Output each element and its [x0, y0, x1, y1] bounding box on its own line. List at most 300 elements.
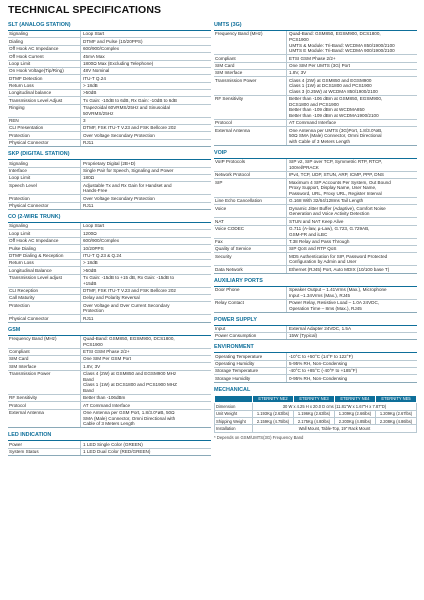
section-title: VOIP	[214, 149, 227, 156]
spec-value-line: Better than -106 dBm at GSM850, EGSM900,	[289, 96, 383, 102]
spec-value-line: 1 LED Dual Color (RED/GREEN)	[83, 449, 151, 455]
spec-row	[214, 171, 417, 178]
spec-row	[214, 225, 417, 238]
spec-key: Transmission Power	[8, 370, 81, 394]
spec-value-line: 15W (Typical)	[289, 333, 318, 339]
spec-value-line: 1200Ω	[83, 230, 97, 236]
spec-key: Physical Connector	[8, 315, 81, 322]
spec-value-line: Trapezoidal 60VRMS/25Hz and Sinusoidal	[83, 105, 170, 111]
spec-key: Return Loss	[8, 259, 81, 266]
spec-table	[214, 353, 417, 382]
spec-value-line: One Antenna per UMTS (3G)Port, 1.8/3.0*øB,	[289, 127, 383, 133]
spec-value-line: DTMF, FSK ITU-T V.23 and FSK Bellcore 202	[83, 288, 176, 294]
spec-value-line: Quad-Band: GSM850, EGSM900, DCS1800,	[289, 31, 381, 37]
spec-row	[8, 75, 211, 82]
spec-value	[287, 218, 418, 225]
spec-key: Relay Contact	[214, 299, 287, 311]
spec-value-line: Single Pair for Speech, Signaling and Power	[83, 167, 174, 173]
spec-key: Protection	[8, 132, 81, 139]
spec-value	[81, 237, 212, 244]
spec-value	[287, 95, 418, 119]
spec-value	[81, 182, 212, 195]
spec-key: Operating Humidity	[214, 360, 287, 367]
spec-key: Signaling	[9, 31, 28, 37]
spec-value	[81, 252, 212, 259]
spec-key: Protocol	[214, 120, 287, 127]
spec-value	[81, 31, 212, 38]
spec-value-line: Band	[83, 388, 94, 394]
spec-key: Off Hook AC Impedance	[8, 45, 81, 52]
spec-value-line: Tx Gain: -10dB to 6dB, Rx Gain: -10dB to 6dB	[83, 97, 177, 103]
spec-key: Voice CODEC	[214, 225, 287, 238]
spec-row	[214, 127, 417, 145]
spec-value-line: Loop Start	[83, 31, 105, 37]
mechanical-cell: 1.209Kg (2.66lbs)	[334, 410, 375, 417]
section-title: LED INDICATION	[8, 432, 52, 439]
spec-row	[214, 197, 417, 204]
spec-key: Dialing	[8, 38, 81, 45]
spec-value-line: 1 LED Single Color (GREEN)	[83, 441, 143, 447]
mechanical-header: ETERNITY NE5	[375, 395, 416, 402]
spec-key: Fax	[214, 238, 287, 245]
spec-value-line: Class 3 (0.25W) at WCDMA 850/1900/2100	[289, 88, 378, 94]
spec-box	[8, 30, 211, 147]
spec-row	[214, 266, 417, 273]
spec-value-line: RJ11	[83, 203, 94, 209]
spec-value	[81, 274, 212, 287]
spec-table	[8, 31, 211, 146]
spec-key: Security	[214, 253, 287, 266]
spec-box	[214, 325, 417, 341]
spec-value-line: 1800Ω Max (Excluding Telephone)	[83, 60, 154, 66]
spec-value-line: 180Ω	[83, 175, 95, 181]
spec-value	[81, 97, 212, 104]
spec-row	[214, 353, 417, 360]
mechanical-row	[215, 403, 417, 410]
spec-value	[287, 77, 418, 96]
spec-key: CLI Reception	[8, 287, 81, 294]
spec-value	[81, 60, 212, 67]
spec-key: SIM Card	[214, 62, 287, 69]
spec-row	[8, 82, 211, 89]
spec-row	[214, 55, 417, 62]
mechanical-cell: 2.159Kg (4.75lbs)	[253, 418, 294, 425]
spec-value-line: 1.8V, 3V	[289, 70, 307, 76]
spec-key: CLI Presentation	[8, 125, 81, 132]
spec-value-line: +15dB	[83, 280, 97, 286]
spec-row	[8, 60, 211, 67]
spec-value-line: Over Voltage Secondary Protection	[83, 195, 155, 201]
spec-row	[8, 252, 211, 259]
spec-row	[214, 299, 417, 311]
spec-value	[81, 259, 212, 266]
spec-value	[81, 363, 212, 370]
spec-value	[81, 402, 212, 409]
spec-key: Loop Limit	[8, 60, 81, 67]
spec-value-line: Class 1 (1W) at DCS1800 and PCS1900	[289, 83, 372, 89]
spec-value-line: Hands-Free	[83, 188, 108, 194]
spec-key: DTMF Detection	[8, 75, 81, 82]
spec-value	[287, 120, 418, 127]
mechanical-cell: 2.208Kg (4.86lbs)	[375, 418, 416, 425]
spec-row	[8, 237, 211, 244]
spec-row	[8, 441, 211, 448]
spec-value-line: ITU-T Q.23 & Q.24	[83, 252, 122, 258]
spec-key: Power Consumption	[214, 332, 287, 339]
spec-value-line: 45mA Max	[83, 53, 105, 59]
spec-table	[214, 31, 417, 145]
spec-row	[8, 202, 211, 209]
spec-value-line: 100rel/PRACK	[289, 164, 319, 170]
spec-value	[81, 267, 212, 274]
spec-value	[287, 238, 418, 245]
spec-value	[287, 360, 418, 367]
spec-key: Compliant	[214, 55, 287, 62]
spec-key: Return Loss	[8, 82, 81, 89]
spec-value-line: Ethernet (RJ45) Port, Auto MDIX (10/100 base T)	[289, 266, 390, 272]
section-co-2-wire-trunk	[8, 214, 211, 323]
section-title: SLT (ANALOG STATION)	[8, 22, 71, 28]
mechanical-row	[215, 410, 417, 417]
spec-value-line: >50dB	[83, 90, 97, 96]
mechanical-cell: 1.193Kg (2.63lbs)	[253, 410, 294, 417]
spec-value-line: 3	[83, 118, 86, 124]
spec-row	[8, 395, 211, 402]
spec-row	[214, 62, 417, 69]
spec-row	[8, 348, 211, 355]
spec-value	[287, 197, 418, 204]
spec-value-line: -10°C to +50°C (14°F to 122°F)	[289, 353, 353, 359]
spec-value	[81, 409, 212, 427]
mechanical-cell: 1.196Kg (2.63lbs)	[293, 410, 334, 417]
spec-value-line: Password, URL, Proxy URL, Register Interval	[289, 190, 382, 196]
spec-key: Loop Limit	[8, 230, 81, 237]
spec-key: Interface	[8, 167, 81, 174]
spec-value	[81, 202, 212, 209]
spec-key: Signaling	[9, 160, 28, 166]
section-skp-digital-station	[8, 151, 211, 210]
spec-key: Pulse Dialing	[8, 245, 81, 252]
mechanical-label: Shipping Weight	[215, 418, 253, 425]
spec-row	[214, 245, 417, 252]
spec-table	[8, 336, 211, 428]
spec-value-line: Band	[83, 376, 94, 382]
spec-row	[8, 117, 211, 124]
spec-row	[214, 375, 417, 382]
spec-value-line: SIP QoS and RTP QoS	[289, 246, 337, 252]
spec-key: Door Phone	[215, 287, 240, 293]
spec-value	[81, 195, 212, 202]
spec-value-line: > 18dB	[83, 83, 98, 89]
spec-value-line: One SIM Per UMTS (3G) Port	[289, 62, 351, 68]
spec-row	[8, 90, 211, 97]
spec-value	[81, 38, 212, 45]
spec-value	[287, 62, 418, 69]
spec-box	[214, 158, 417, 274]
spec-row	[214, 179, 417, 198]
mechanical-label: Unit Weight	[215, 410, 253, 417]
spec-value-line: GSM-FR and iLBC	[289, 231, 328, 237]
mechanical-row	[215, 425, 417, 432]
spec-value-line: Class 4 (2W) at GSM850 and EGSM900 MHz	[83, 371, 177, 377]
spec-value	[81, 441, 212, 448]
spec-key: REN	[8, 117, 81, 124]
spec-key: Speech Level	[8, 182, 81, 195]
spec-value-line: DTMF, FSK ITU-T V.23 and FSK Bellcore 202	[83, 125, 176, 131]
section-environment	[214, 344, 417, 383]
spec-table	[214, 287, 417, 312]
spec-value	[81, 336, 212, 348]
spec-value-line: Speaker Output – 1.41Vrms (Max.), Microphone	[289, 287, 387, 293]
section-title: AUXILIARY PORTS	[214, 277, 263, 284]
spec-value-line: Generation and Voice Activity Detection	[289, 211, 370, 217]
spec-row	[214, 31, 417, 55]
spec-value	[81, 125, 212, 132]
spec-key: Longitudinal balance	[8, 90, 81, 97]
spec-row	[8, 363, 211, 370]
spec-value	[81, 167, 212, 174]
mechanical-header: ETERNITY NE2	[253, 395, 294, 402]
spec-value-line: ETSI GSM Phase 2/2+	[289, 55, 336, 61]
spec-key: System Status	[8, 448, 81, 455]
spec-value	[287, 179, 418, 198]
spec-value	[287, 31, 418, 55]
spec-row	[214, 360, 417, 367]
spec-value	[287, 287, 418, 299]
spec-row	[214, 368, 417, 375]
spec-value	[81, 223, 212, 230]
spec-value	[81, 160, 212, 167]
spec-row	[214, 120, 417, 127]
spec-key: Network Protocol	[214, 171, 287, 178]
spec-key: RF Sensitivity	[8, 395, 81, 402]
spec-value	[287, 159, 418, 171]
spec-row	[8, 259, 211, 266]
spec-key: Line Echo Cancellation	[214, 197, 287, 204]
spec-value-line: > 18dB	[83, 260, 98, 266]
section-gsm	[8, 327, 211, 429]
spec-row	[8, 67, 211, 74]
spec-row	[8, 174, 211, 181]
spec-value	[287, 245, 418, 252]
spec-row	[8, 31, 211, 38]
spec-value	[81, 117, 212, 124]
spec-key: Protocol	[8, 402, 81, 409]
spec-row	[8, 167, 211, 174]
section-power-supply	[214, 317, 417, 341]
spec-row	[214, 95, 417, 119]
spec-value	[81, 230, 212, 237]
spec-value-line: 50VRMS/25Hz	[83, 110, 114, 116]
spec-key: Protection	[8, 302, 81, 315]
spec-value	[81, 132, 212, 139]
spec-value-line: Delay and Polarity Reversal	[83, 295, 140, 301]
spec-value	[287, 205, 418, 218]
spec-value-line: Dynamic Jitter Buffer (Adaptive), Comfort Noise	[289, 205, 386, 211]
spec-row	[8, 245, 211, 252]
spec-value	[287, 69, 418, 76]
spec-value-line: Adjustable Tx and Rx Gain for Handset and	[83, 182, 172, 188]
spec-value-line: 5-95% RH, Non-Condensing	[289, 361, 348, 367]
spec-value	[287, 368, 418, 375]
spec-row	[8, 53, 211, 60]
spec-row	[8, 402, 211, 409]
spec-key: Transmission Level adjust	[8, 274, 81, 287]
spec-value	[81, 53, 212, 60]
spec-key: Physical Connector	[8, 202, 81, 209]
spec-value-line: Configuration by Admin and User	[289, 259, 357, 265]
spec-value-line: T.38 Relay and Pass Through	[289, 238, 350, 244]
mechanical-cell: 1.209Kg (2.67lbs)	[375, 410, 416, 417]
spec-key: Frequency Band (MHz)	[9, 336, 57, 342]
spec-value	[81, 295, 212, 302]
spec-key: Ringing	[8, 104, 81, 117]
spec-value	[287, 253, 418, 266]
spec-key: Data Network	[214, 266, 287, 273]
spec-value	[81, 356, 212, 363]
spec-table	[8, 223, 211, 322]
spec-row	[8, 104, 211, 117]
spec-table	[214, 326, 417, 340]
spec-key: Physical Connector	[8, 139, 81, 146]
mechanical-header-row	[215, 395, 417, 402]
page-title: TECHNICAL SPECIFICATIONS	[8, 4, 162, 16]
spec-value-line: 600/900/Complex	[83, 46, 120, 52]
spec-value-line: Over Voltage Secondary Protection	[83, 132, 155, 138]
spec-row	[214, 218, 417, 225]
spec-key: Transmission Level Adjust	[8, 97, 81, 104]
spec-row	[214, 287, 417, 299]
spec-value-line: with Cable of 3 Meters Length	[289, 138, 351, 144]
spec-value-line: SIP v2, SIP over TCP, Symmetric RTP, RTCP,	[289, 159, 383, 165]
spec-key: Input	[215, 325, 226, 331]
spec-value-line: Maximum 4 SIP Accounts Per System, Out Bound	[289, 179, 391, 185]
spec-value-line: ITU-T Q.24	[83, 75, 106, 81]
spec-row	[8, 448, 211, 455]
section-voip	[214, 150, 417, 274]
mechanical-cell: 2.175Kg (4.80lbs)	[293, 418, 334, 425]
section-auxiliary-ports	[214, 278, 417, 313]
spec-value	[81, 448, 212, 455]
spec-row	[214, 326, 417, 333]
spec-row	[8, 336, 211, 348]
spec-value-line: 0-95% RH, Non-Condensing	[289, 375, 348, 381]
spec-key: Storage Humidity	[214, 375, 287, 382]
spec-table	[8, 160, 211, 209]
spec-row	[8, 182, 211, 195]
spec-value-line: DCS1800 and PCS1900	[289, 101, 339, 107]
spec-row	[8, 315, 211, 322]
spec-table	[214, 159, 417, 273]
spec-value-line: AT Command Interface	[289, 120, 337, 126]
spec-value-line: AT Command Interface	[83, 402, 131, 408]
spec-value-line: 48V Nominal	[83, 68, 110, 74]
spec-row	[8, 370, 211, 394]
spec-value-line: Protection	[83, 308, 104, 314]
spec-row	[8, 287, 211, 294]
spec-value-line: G.168 With 32/64/128ms Tail Length	[289, 198, 364, 204]
spec-value-line: PCS1900	[83, 341, 103, 347]
spec-value	[81, 395, 212, 402]
spec-value-line: G.711 (A-law, µ-Law), G.723, G.729AB,	[289, 225, 370, 231]
spec-value	[81, 302, 212, 315]
section-title: MECHANICAL	[214, 386, 251, 393]
spec-key: RF Sensitivity	[214, 95, 287, 119]
spec-value-line: One Antenna per GSM Port, 1.8/3.0*øB, 50Ω	[83, 410, 175, 416]
spec-value	[81, 104, 212, 117]
spec-key: External Antenna	[214, 127, 287, 145]
spec-value	[81, 287, 212, 294]
spec-key: DTMF Dialing & Reception	[8, 252, 81, 259]
spec-value-line: STUN and NAT Keep Alive	[289, 218, 344, 224]
spec-value	[81, 174, 212, 181]
spec-row	[8, 223, 211, 230]
spec-value-line: Tx Gain: -15dB to +15 dB, Rx Gain: -15dB to	[83, 275, 175, 281]
spec-key: Frequency Band (MHz)	[215, 31, 263, 37]
spec-value-line: -40°C to +85°C (-40°F to +185°F)	[289, 368, 358, 374]
spec-value	[81, 348, 212, 355]
spec-value-line: Power Relay, Resistive Load – 1.0A 24VDC,	[289, 299, 380, 305]
spec-key: Protection	[8, 195, 81, 202]
spec-key: Loop Limit	[8, 174, 81, 181]
spec-value	[81, 370, 212, 394]
spec-value-line: Proprietary Digital (2B+D)	[83, 160, 136, 166]
spec-row	[8, 139, 211, 146]
spec-row	[8, 274, 211, 287]
spec-value-line: 600/900/Complex	[83, 238, 120, 244]
spec-key: On Hook Voltage(Tip/Ring)	[8, 67, 81, 74]
spec-value	[287, 55, 418, 62]
spec-key: Longitudinal Balance	[8, 267, 81, 274]
spec-value	[287, 225, 418, 238]
spec-row	[8, 45, 211, 52]
spec-value-line: IPv4, TCP, UDP, STUN, ARP, ICMP, PPP, DNS	[289, 172, 384, 178]
spec-key: Call Maturity	[8, 295, 81, 302]
section-title: GSM	[8, 326, 21, 333]
spec-value-line: Over Voltage and Over Current Secondary	[83, 302, 170, 308]
section-led-indication	[8, 432, 211, 456]
spec-key: Voice	[214, 205, 287, 218]
spec-value	[287, 266, 418, 273]
spec-key: External Antenna	[8, 409, 81, 427]
spec-row	[214, 205, 417, 218]
spec-value-line: DTMF and Pulse (10/20PPS)	[83, 38, 143, 44]
spec-value-line: UMTS E Module: Tri-Band: WCDMA 900/1900/2100	[289, 48, 395, 54]
spec-key: NAT	[214, 218, 287, 225]
section-slt-analog-station	[8, 22, 211, 147]
spec-row	[8, 302, 211, 315]
section-mechanical	[214, 387, 417, 440]
spec-box	[214, 286, 417, 313]
spec-box	[214, 30, 417, 146]
spec-row	[214, 69, 417, 76]
spec-key: Off Hook Current	[8, 53, 81, 60]
mechanical-header	[215, 395, 253, 402]
spec-value	[287, 332, 418, 339]
spec-value-line: Better than -106dBm	[83, 395, 126, 401]
mechanical-label: Dimension	[215, 403, 253, 410]
footnote: * Depends on GSM/UMTS(3G) Frequency Band	[214, 434, 304, 440]
mechanical-header: ETERNITY NE3	[293, 395, 334, 402]
spec-row	[8, 38, 211, 45]
mechanical-cell: 30 W x 4.25 H x 20.0 D cms (11.81"W x 1.67"H x 7.87"D)	[253, 403, 417, 410]
section-title: POWER SUPPLY	[214, 316, 257, 323]
spec-value	[287, 375, 418, 382]
spec-value	[287, 299, 418, 311]
section-title: UMTS (3G)	[214, 22, 242, 28]
spec-key: Compliant	[8, 348, 81, 355]
spec-value-line: SMA (Male) Connector, Omni Directional with	[83, 415, 176, 421]
